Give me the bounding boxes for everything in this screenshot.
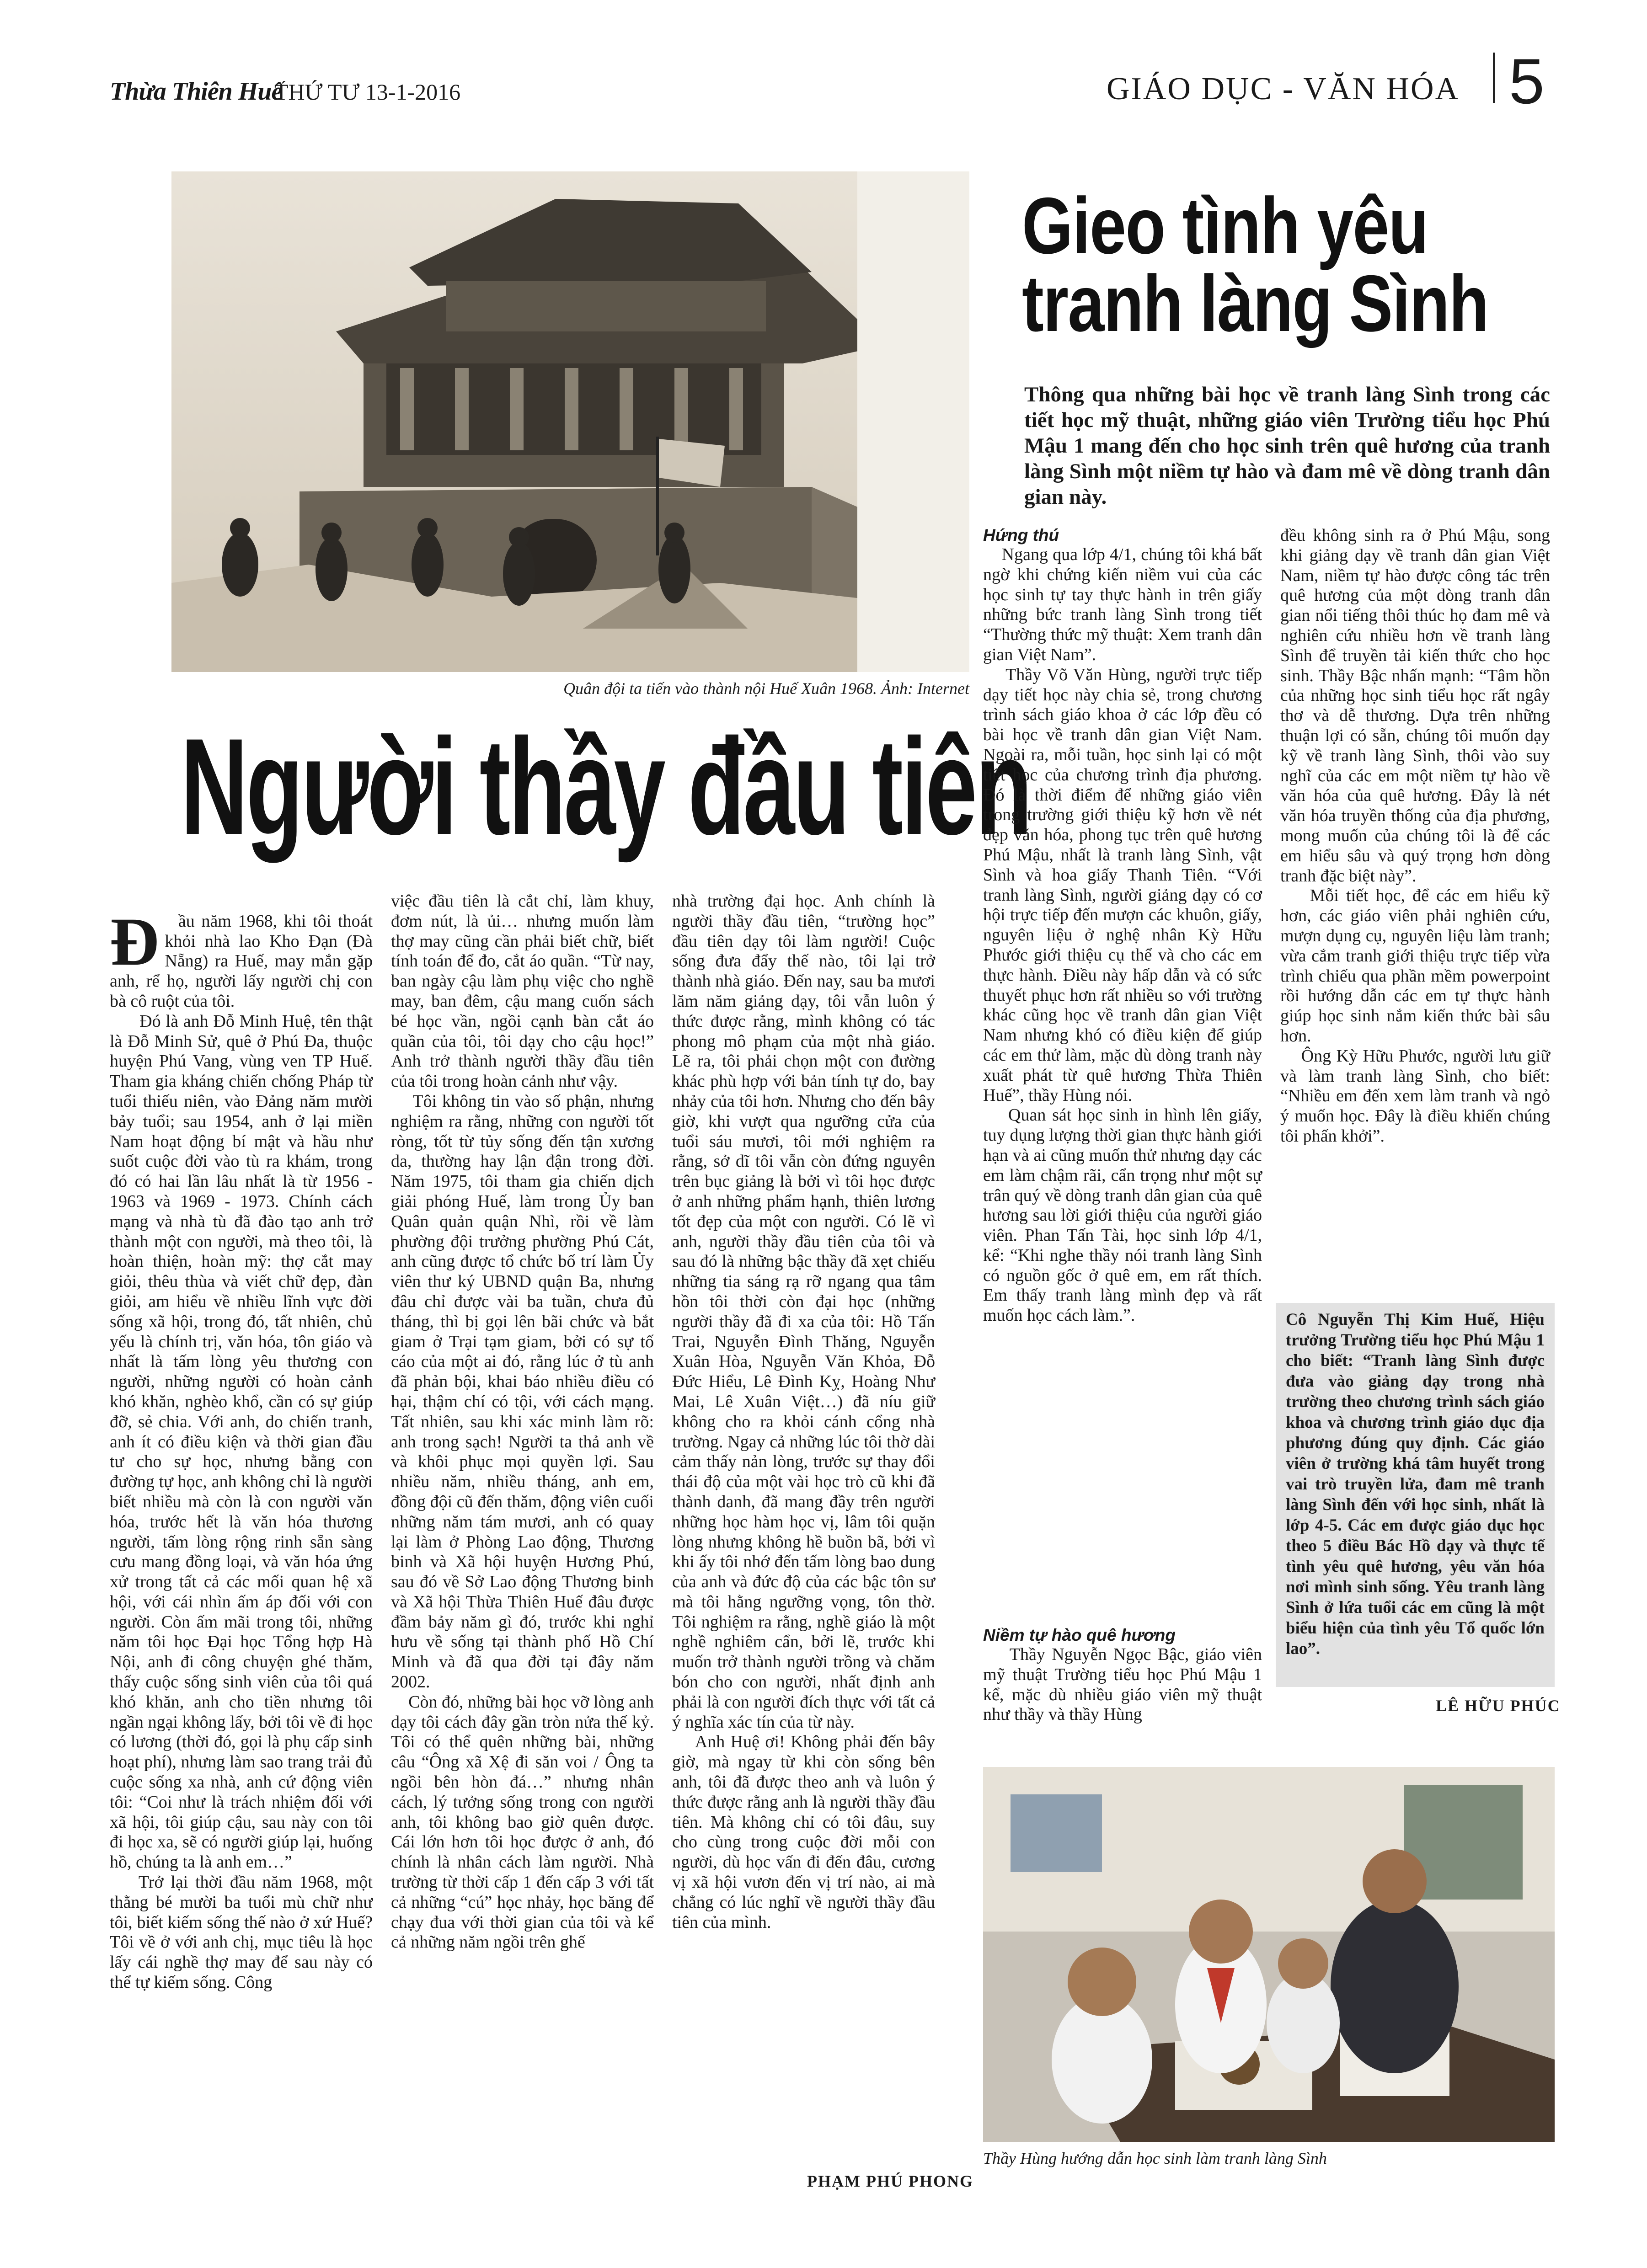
classroom-photo-caption: Thầy Hùng hướng dẫn học sinh làm tranh làng Sình: [983, 2149, 1327, 2167]
quote-box: [1276, 1303, 1555, 1687]
citadel-photo-caption: Quân đội ta tiến vào thành nội Huế Xuân 1968. Ảnh: Internet: [563, 679, 969, 698]
left-article-author: PHẠM PHÚ PHONG: [807, 2172, 973, 2190]
right-article-title-line1: Gieo tình yêu: [1022, 181, 1428, 271]
right-article-colB: đều không sinh ra ở Phú Mậu, song khi giảng dạy về tranh dân gian Việt Nam, niềm tự hào được công tác trên quê hương của một dòng tranh dân gian nổi tiếng thôi thúc họ đam mê và nghiên cứu nhiều hơn về tranh làng Sình để truyền tải kiến thức cho học sinh. Thầy Bậc nhấn mạnh: “Tâm hồn của những học sinh tiểu học rất ngây thơ và dễ thương. Dựa trên những thuận lợi có sẵn, chúng tôi muốn dạy kỹ về tranh làng Sình, thôi vào suy nghĩ của các em một niềm tự hào về văn hóa của quê hương. Đây là nét văn hóa truyền thống của địa phương, mong muốn của chúng tôi là để các em hiểu sâu và quý trọng hơn dòng tranh đặc biệt này”. Mỗi tiết học, để các em hiểu kỹ hơn, các giáo viên phải nghiên cứu, mượn dụng cụ, nguyên liệu làm tranh; vừa cắm tranh giới thiệu trực tiếp vừa trình chiếu qua phần mềm powerpoint rồi hướng dẫn các em tự thực hành giúp học sinh nắm kiến thức bài sâu hơn. Ông Kỳ Hữu Phước, người lưu giữ và làm tranh làng Sình, cho biết: “Nhiều em đến xem làm tranh và ngỏ ý muốn học. Đây là điều khiến chúng tôi phấn khởi”.: [1280, 526, 1550, 1146]
subhead-hung-thu: Hứng thú: [983, 526, 1059, 544]
right-article-colA-part1: Ngang qua lớp 4/1, chúng tôi khá bất ngờ khi chứng kiến niềm vui của các học sinh tự tay thực hành in trên giấy những bức tranh làng Sình trong tiết “Thường thức mỹ thuật: Xem tranh dân gian Việt Nam”. Thầy Võ Văn Hùng, người trực tiếp dạy tiết học này chia sẻ, trong chương trình sách giáo khoa ở các lớp đều có bài học về tranh dân gian Việt Nam. Ngoài ra, mỗi tuần, học sinh lại có một tiết học của chương trình địa phương. Đó là thời điểm để những giáo viên trong trường giới thiệu kỹ hơn về nét đẹp văn hóa, phong tục trên quê hương Phú Mậu, nhất là tranh làng Sình, vật Sình và hoa giấy Thanh Tiên. “Với tranh làng Sình, người giảng dạy có cơ hội trực tiếp đến mượn các khuôn, giấy, nguyên liệu ở nghệ nhân Kỳ Hữu Phước giới thiệu cụ thể và cho các em thực hành. Điều này hấp dẫn và có sức thuyết phục hơn rất nhiều so với trường khác cũng học về tranh dân gian Việt Nam nhưng khó có điều kiện để giúp các em thử làm, mặc dù dòng tranh này xuất phát từ quê hương Thừa Thiên Huế”, thầy Hùng nói. Quan sát học sinh in hình lên giấy, tuy dụng lượng thời gian thực hành giới hạn và ai cũng muốn thử nhưng dạy các em làm chậm rãi, cẩn trọng như một sự trân quý về dòng tranh dân gian của quê hương sau lời giới thiệu của người giáo viên. Phan Tấn Tài, học sinh lớp 4/1, kể: “Khi nghe thầy nói tranh làng Sình có nguồn gốc ở quê em, em rất thích. Em thấy tranh làng mình đẹp và rất muốn học cách làm.”.: [983, 545, 1262, 1325]
right-article-colA: [983, 526, 1267, 1728]
left-article-col1-rest: Đó là anh Đỗ Minh Huệ, tên thật là Đỗ Minh Sử, quê ở Phú Đa, thuộc huyện Phú Vang, vùng ven TP Huế. Tham gia kháng chiến chống Pháp từ tuổi thiếu niên, vào Đảng năm mười bảy tuổi; sau 1954, anh ở lại miền Nam hoạt động bí mật và hầu như suốt cuộc đời vào tù ra khám, trong đó có hai lần lâu nhất là từ 1956 - 1963 và 1969 - 1973. Chính cách mạng và nhà tù đã đào tạo anh trở thành một con người, mà theo tôi, là hoàn thiện, hoàn mỹ: thợ cắt may giỏi, thêu thùa và viết chữ đẹp, đàn giỏi, am hiểu về nhiều lĩnh vực đời sống xã hội, trong đó, tất nhiên, chủ yếu là chính trị, văn hóa, tôn giáo và nhất là tấm lòng yêu thương con người, những người có hoàn cảnh khó khăn, nghèo khổ, cần có sự giúp đỡ, sẻ chia. Với anh, do chiến tranh, anh ít có điều kiện và thời gian đầu tư cho sự học, nhưng bằng con đường tự học, anh không chỉ là người biết nhiều mà còn là con người văn hóa, trước hết là văn hóa thương người, tấm lòng rộng rinh sẵn sàng cưu mang đồng loại, và văn hóa ứng xử trong tất cả các mối quan hệ xã hội, với cái nhìn ấm áp đối với con người. Còn ấm mãi trong tôi, những năm tôi học Đại học Tổng hợp Hà Nội, anh đi công chuyện ghé thăm, thấy cuộc sống sinh viên của tôi quá khó khăn, anh cho tiền nhưng tôi ngần ngại không lấy, bởi tôi về đi học có lương (thời đó, gọi là phụ cấp sinh hoạt phí), nhưng làm sao trang trải đủ cuộc sống xa nhà, anh cứ động viên tôi: “Coi như là trách nhiệm đối với xã hội, tôi giúp cậu, sau này con tôi đi học xa, sẽ có người giúp lại, huống hồ, chúng ta là anh em…” Trở lại thời đầu năm 1968, một thằng bé mười ba tuổi mù chữ như tôi, biết kiếm sống thế nào ở xứ Huế? Tôi về ở với anh chị, mục tiêu là học lấy cái nghề thợ may để sau này có thể tự kiếm sống. Công: [110, 1011, 373, 1992]
section-title: GIÁO DỤC - VĂN HÓA: [1107, 71, 1460, 107]
left-article-col1-first: ầu năm 1968, khi tôi thoát khỏi nhà lao Kho Đạn (Đà Nẵng) ra Huế, may mắn gặp anh, rể họ, người lấy người chị con bà cô ruột của tôi.: [110, 911, 377, 1011]
right-article-colA-part2: Thầy Nguyễn Ngọc Bậc, giáo viên mỹ thuật Trường tiểu học Phú Mậu 1 kể, mặc dù nhiều giáo viên mỹ thuật như thầy và thầy Hùng: [983, 1645, 1267, 1724]
right-article-author: LÊ HỮU PHÚC: [1436, 1697, 1561, 1715]
dropcap: Đ: [110, 903, 160, 980]
quote-box-text: Cô Nguyễn Thị Kim Huế, Hiệu trưởng Trường tiểu học Phú Mậu 1 cho biết: “Tranh làng Sình được đưa vào giảng dạy trong nhà trường theo chương trình sách giáo khoa và chương trình giáo dục địa phương đúng quy định. Các giáo viên ở trường khá tâm huyết trong vai trò truyền lửa, đam mê tranh làng Sình đến với học sinh, nhất là lớp 4-5. Các em được giáo dục học theo 5 điều Bác Hồ dạy và thực tế tình yêu quê hương, yêu văn hóa nơi mình sinh sống. Yêu tranh làng Sình ở lứa tuổi các em cũng là một biểu hiện của tình yêu Tổ quốc lớn lao”.: [1286, 1310, 1545, 1658]
left-article-title: Người thầy đầu tiên: [181, 710, 1031, 863]
left-article-col2: việc đầu tiên là cắt chỉ, làm khuy, đơm nút, là ủi… nhưng muốn làm thợ may cũng cần phải biết chữ, biết tính toán để đo, cắt áo quần. “Từ nay, ban ngày cậu làm phụ việc cho nghề may, ban đêm, cậu mang cuốn sách bé học vần, ngồi cạnh bàn cắt áo quần của tôi, tôi dạy cho cậu học!” Anh trở thành người thầy đầu tiên của tôi trong hoàn cảnh như vậy. Tôi không tin vào số phận, nhưng nghiệm ra rằng, những con người tốt ròng, tốt từ tủy sống đến tận xương da, thường hay lận đận trong đời. Năm 1975, tôi tham gia chiến dịch giải phóng Huế, làm trong Ủy ban Quân quản quận Nhì, rồi về làm phường đội trưởng phường Phú Cát, anh cũng được tổ chức bố trí làm Ủy viên thư ký UBND quận Ba, nhưng đâu chỉ được vài ba tuần, chưa đủ tháng, thì bị gọi lên bãi chức và bắt giam ở Trại tạm giam, bởi có sự tố cáo của một ai đó, rằng lúc ở tù anh đã phản bội, khai báo nhiều điều có hại, thậm chí có tội, với cách mạng. Tất nhiên, sau khi xác minh làm rõ: anh trong sạch! Người ta thả anh về và khôi phục mọi quyền lợi. Sau nhiều năm, nhiều tháng, anh em, đồng đội cũ đến thăm, động viên cuối những năm tám mươi, anh có quay lại làm ở Phòng Lao động, Thương binh và Xã hội huyện Hương Phú, sau đó về Sở Lao động Thương binh và Xã hội Thừa Thiên Huế đâu được đầm bảy năm gì đó, trước khi nghỉ hưu về sống tại thành phố Hồ Chí Minh và đã qua đời tại đây năm 2002. Còn đó, những bài học vỡ lòng anh dạy tôi cách đây gần tròn nửa thế kỷ. Tôi có thể quên những bài, những câu “Ông xã Xệ đi săn voi / Ông ta ngồi bên hòn đá…” nhưng nhân cách, lý tưởng sống trong con người anh, tôi không bao giờ quên được. Cái lớn hơn tôi học được ở anh, đó chính là nhân cách làm người. Nhà trường từ thời cấp 1 đến cấp 3 với tất cả những “cú” học nhảy, học băng để chạy đua với thời gian của tôi và kể cả những năm ngồi trên ghế: [391, 891, 654, 1952]
issue-date: THỨ TƯ 13-1-2016: [274, 79, 461, 105]
left-article-col1: [110, 891, 377, 2194]
header-divider: [1493, 53, 1495, 103]
page-number: 5: [1509, 45, 1545, 117]
classroom-photo: [983, 1767, 1555, 2142]
publication-name: Thừa Thiên Huế: [110, 77, 283, 106]
right-article-title-line2: tranh làng Sình: [1022, 259, 1488, 348]
right-article-sapo: Thông qua những bài học về tranh làng Sình trong các tiết học mỹ thuật, những giáo viên Trường tiểu học Phú Mậu 1 mang đến cho học sinh trên quê hương của tranh làng Sình một niềm tự hào và đam mê về dòng tranh dân gian này.: [1024, 383, 1550, 509]
subhead-niem-tu-hao: Niềm tự hào quê hương: [983, 1626, 1176, 1644]
citadel-photo: [171, 171, 969, 672]
left-article-col3: nhà trường đại học. Anh chính là người thầy đầu tiên, “trường học” đầu tiên dạy tôi làm người! Cuộc sống đưa đẩy thế nào, tôi lại trở thành nhà giáo. Đến nay, sau ba mươi lăm năm giảng dạy, tôi vẫn luôn ý thức được rằng, mình không có tác phong mô phạm của một nhà giáo. Lẽ ra, tôi phải chọn một con đường khác phù hợp với bản tính tự do, bay nhảy của tôi hơn. Nhưng cho đến bây giờ, khi vượt qua ngưỡng cửa của tuổi sáu mươi, tôi mới nghiệm ra rằng, sở dĩ tôi vẫn còn đứng nguyên trên bục giảng là bởi vì tôi học được ở anh những phẩm hạnh, thiên lương tốt đẹp của một con người. Có lẽ vì anh, người thầy đầu tiên của tôi và sau đó là những bậc thầy đã xẹt chiếu những tia sáng rạ rỡ ngang qua tâm hồn tôi thời còn đại học (những người thầy đã đi xa của tôi: Hồ Tấn Trai, Nguyễn Đình Thăng, Nguyễn Xuân Hòa, Nguyễn Văn Khỏa, Đỗ Đức Hiểu, Lê Đình Kỵ, Hoàng Như Mai, Lê Xuân Việt…) đã níu giữ không cho ra khỏi cánh cổng nhà trường. Ngay cả những lúc tôi thờ dài cảm thấy nản lòng, trước sự thay đổi thái độ của một vài học trò cũ khi đã thành danh, đã mang đầy trên người những học hàm học vị, lâm tôi quặn lòng nhưng không hề buồn bã, bởi vì khi ấy tôi nhớ đến tấm lòng bao dung của anh và đức độ của các bậc tôn sư mà tôi hằng ngưỡng vọng, tôn thờ. Tôi nghiệm ra rằng, nghề giáo là một nghề nghiêm cẩn, bởi lẽ, trước khi muốn trở thành người trồng và chăm bón cho con người, nhất định anh phải là con người đích thực với tất cả ý nghĩa xác tín của từ này. Anh Huệ ơi! Không phải đến bây giờ, mà ngay từ khi còn sống bên anh, tôi đã được theo anh và luôn ý thức được rằng anh là người thầy đầu tiên. Mà không chỉ có tôi đâu, suy cho cùng trong cuộc đời mỗi con người, dù học vấn đi đến đâu, cương vị xã hội vươn đến vị trí nào, ai mà chẳng có lúc nghĩ về người thầy đầu tiên của mình.: [672, 891, 936, 1932]
